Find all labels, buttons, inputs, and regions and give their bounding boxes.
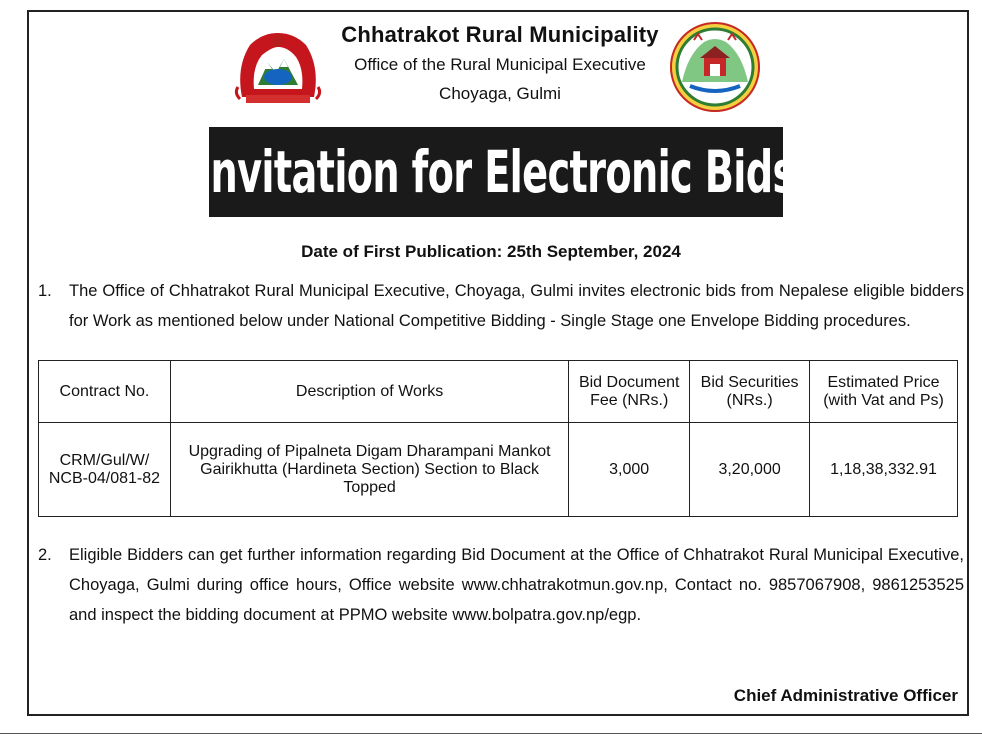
header-estimated-price: Estimated Price (with Vat and Ps) <box>810 361 958 423</box>
organization-name: Chhatrakot Rural Municipality <box>341 22 659 47</box>
notice-title-banner <box>197 127 795 217</box>
header-description: Description of Works <box>170 361 568 423</box>
header-bid-fee: Bid Document Fee (NRs.) <box>569 361 690 423</box>
paragraph-1-text: The Office of Chhatrakot Rural Municipal Executive, Choyaga, Gulmi invites electronic bids from Nepalese eligible bidders for Work as mentioned below under National Competitive Bidding - Single Stage one Envelope Bidding procedures. <box>69 282 964 330</box>
paragraph-2 <box>38 540 963 635</box>
cell-contract-no: CRM/Gul/W/ NCB-04/081-82 <box>39 423 171 517</box>
cell-description: Upgrading of Pipalneta Digam Dharampani Mankot Gairikhutta (Hardineta Section) Section to Black Topped <box>170 423 568 517</box>
cell-bid-fee: 3,000 <box>569 423 690 517</box>
cell-bid-security: 3,20,000 <box>690 423 810 517</box>
publication-date: Date of First Publication: 25th September, 2024 <box>301 242 681 261</box>
paragraph-2-text: Eligible Bidders can get further information regarding Bid Document at the Office of Chhatrakot Rural Municipal Executive, Choyaga, Gulmi during office hours, Office website www.chhatrakotmun.gov.np, Contact no. 9857067908, 9861253525 and inspect the bidding document at PPMO website www.bolpatra.gov.np/egp. <box>69 546 964 624</box>
table-row <box>39 423 958 517</box>
office-location: Choyaga, Gulmi <box>439 84 561 103</box>
cell-estimated-price: 1,18,38,332.91 <box>810 423 958 517</box>
paragraph-1 <box>38 276 963 338</box>
bottom-divider <box>0 733 982 734</box>
signature-title: Chief Administrative Officer <box>733 686 958 705</box>
paragraph-1-number: 1. <box>38 282 52 300</box>
paragraph-2-number: 2. <box>38 546 52 564</box>
header-bid-security: Bid Securities (NRs.) <box>690 361 810 423</box>
table-header-row <box>39 361 958 423</box>
notice-title: Invitation for Electronic Bids <box>197 138 795 206</box>
office-name: Office of the Rural Municipal Executive <box>354 55 646 74</box>
bid-table <box>38 360 958 517</box>
header-contract-no: Contract No. <box>39 361 171 423</box>
